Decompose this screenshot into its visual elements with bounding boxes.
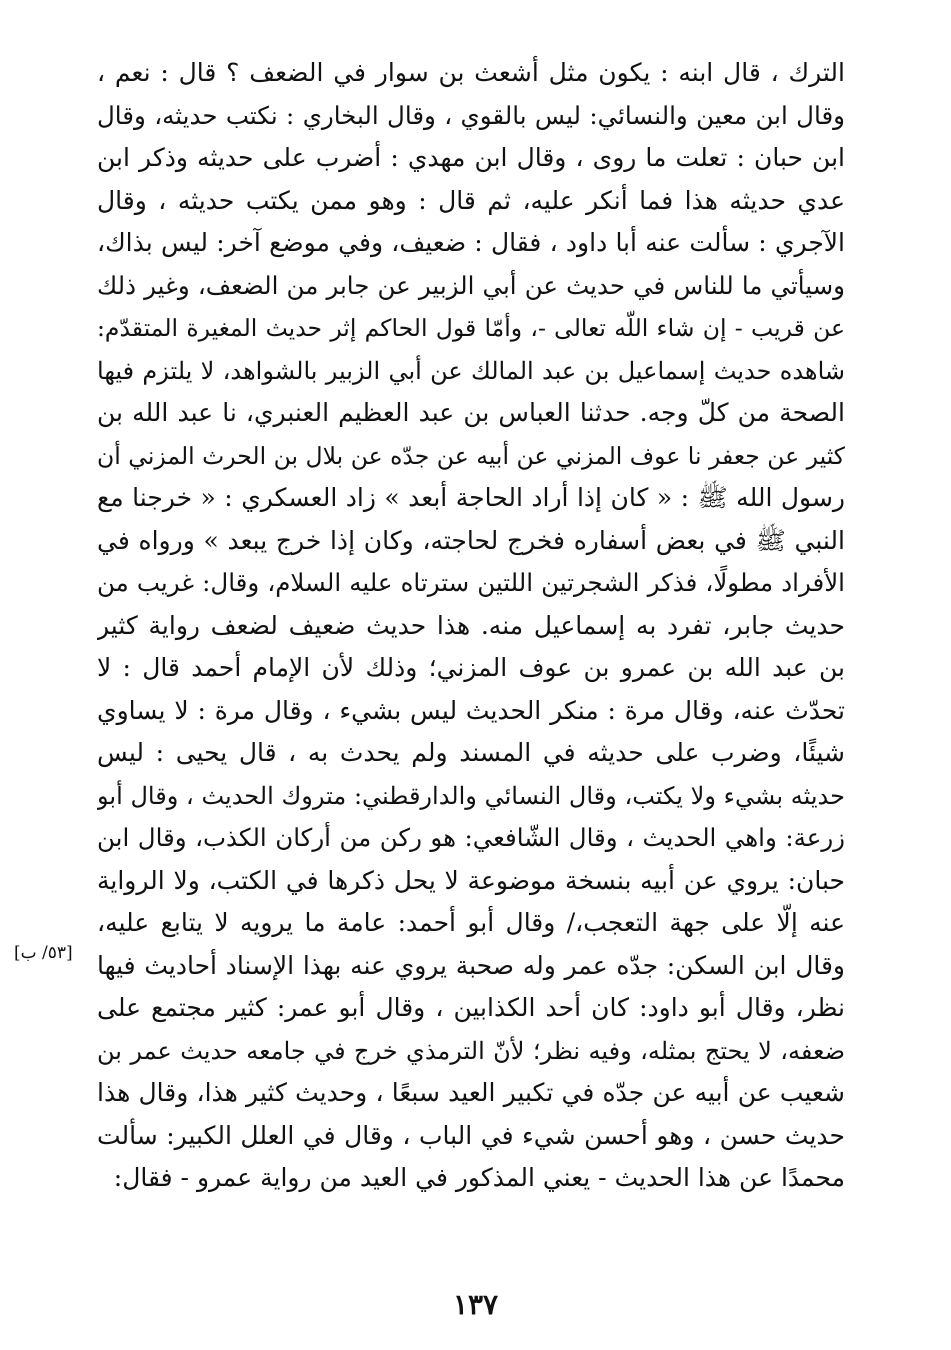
text-line: محمدًا عن هذا الحديث - يعني المذكور في العيد من رواية عمرو - فقال: xyxy=(113,1163,845,1192)
text-line: ابن حبان : تعلت ما روى ، وقال ابن مهدي : أضرب على حديثه وذكر ابن xyxy=(97,143,845,172)
text-line: الآجري : سألت عنه أبا داود ، فقال : ضعيف، وفي موضع آخر: ليس بذاك، xyxy=(97,228,845,257)
text-line: وقال ابن معين والنسائي: ليس بالقوي ، وقال البخاري : نكتب حديثه، وقال xyxy=(97,100,845,130)
text-line: عدي حديثه هذا فما أنكر عليه، ثم قال : وهو ممن يكتب حديثه ، وقال xyxy=(97,185,845,215)
page-number: ١٣٧ xyxy=(452,1288,499,1321)
text-line: حبان: يروي عن أبيه بنسخة موضوعة لا يحل ذكرها في الكتب، ولا الرواية xyxy=(97,865,845,895)
text-line: وسيأتي ما للناس في حديث عن أبي الزبير عن جابر من الضعف، وغير ذلك xyxy=(97,270,845,300)
text-line: رسول الله ﷺ : « كان إذا أراد الحاجة أبعد » زاد العسكري : « خرجنا مع xyxy=(97,483,845,512)
text-line: عنه إلّا على جهة التعجب،/ وقال أبو أحمد: عامة ما يرويه لا يتابع عليه، xyxy=(97,908,845,937)
text-line: ضعفه، لا يحتج بمثله، وفيه نظر؛ لأنّ الترمذي خرج في جامعه حديث عمر بن xyxy=(97,1036,845,1065)
margin-folio-note: [٥٣/ ب] xyxy=(14,943,73,963)
text-line: نظر، وقال أبو داود: كان أحد الكذابين ، وقال أبو عمر: كثير مجتمع على xyxy=(97,993,845,1022)
text-line: زرعة: واهي الحديث ، وقال الشّافعي: هو ركن من أركان الكذب، وقال ابن xyxy=(97,823,845,852)
text-line: تحدّث عنه، وقال مرة : منكر الحديث ليس بشيء ، وقال مرة : لا يساوي xyxy=(97,695,845,725)
text-line: النبي ﷺ في بعض أسفاره فخرج لحاجته، وكان إذا خرج يبعد » ورواه في xyxy=(97,525,845,555)
text-line: بن عبد الله بن عمرو بن عوف المزني؛ وذلك لأن الإمام أحمد قال : لا xyxy=(97,653,845,682)
text-line: حديثه بشيء ولا يكتب، وقال النسائي والدارقطني: متروك الحديث ، وقال أبو xyxy=(97,781,845,810)
text-line: حديث حسن ، وهو أحسن شيء في الباب ، وقال في العلل الكبير: سألت xyxy=(97,1120,845,1150)
text-line: الصحة من كلّ وجه. حدثنا العباس بن عبد العظيم العنبري، نا عبد الله بن xyxy=(97,398,845,427)
body-text xyxy=(97,52,845,1200)
text-line: شاهده حديث إسماعيل بن عبد المالك عن أبي الزبير بالشواهد، لا يلتزم فيها xyxy=(97,356,845,385)
text-line: كثير عن جعفر نا عوف المزني عن أبيه عن جدّه عن بلال بن الحرث المزني أن xyxy=(97,441,845,470)
text-line: وقال ابن السكن: جدّه عمر وله صحبة يروي عنه بهذا الإسناد أحاديث فيها xyxy=(97,950,845,980)
text-line: الترك ، قال ابنه : يكون مثل أشعث بن سوار في الضعف ؟ قال : نعم ، xyxy=(97,58,845,87)
text-line: عن قريب - إن شاء اللّه تعالى -، وأمّا قول الحاكم إثر حديث المغيرة المتقدّم: xyxy=(97,314,845,342)
text-line: شيئًا، وضرب على حديثه في المسند ولم يحدث به ، قال يحيى : ليس xyxy=(97,738,845,767)
text-line: حديث جابر، تفرد به إسماعيل منه. هذا حديث ضعيف لضعف رواية كثير xyxy=(97,610,845,640)
text-line: شعيب عن أبيه عن جدّه في تكبير العيد سبعًا ، وحديث كثير هذا، وقال هذا xyxy=(97,1078,845,1107)
text-line: الأفراد مطولًا، فذكر الشجرتين اللتين سترتاه عليه السلام، وقال: غريب من xyxy=(97,568,845,597)
